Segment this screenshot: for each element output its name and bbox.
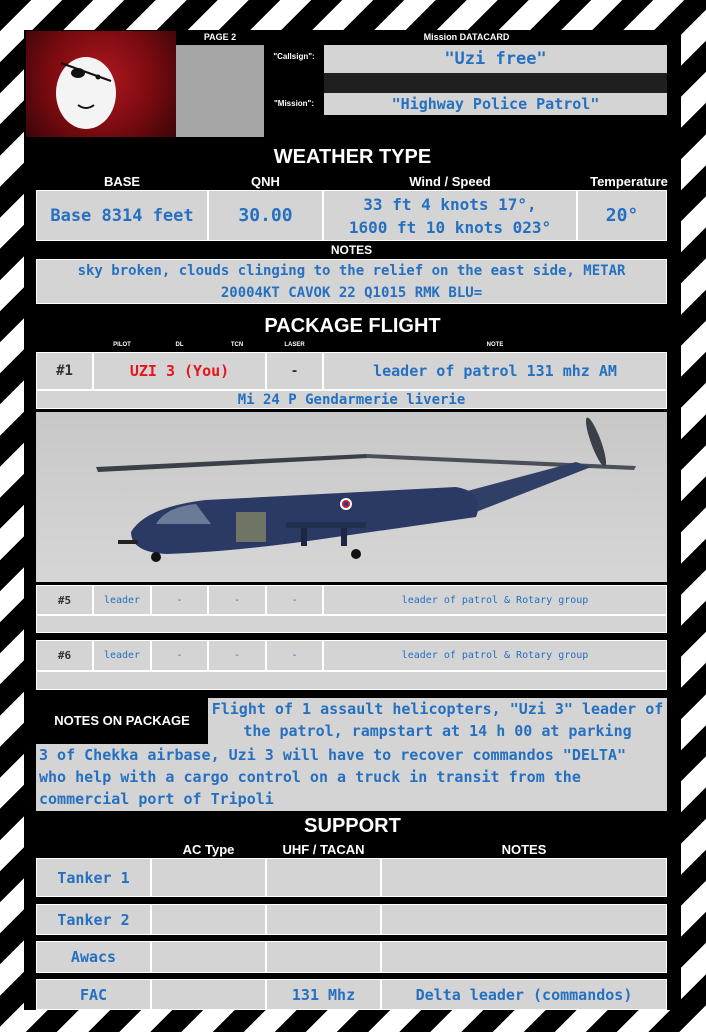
support-notes-tanker1	[381, 858, 667, 897]
photo-placeholder	[176, 45, 264, 137]
flight-1-laser: -	[266, 352, 323, 390]
package-notes-line1: Flight of 1 assault helicopters, "Uzi 3" leader of	[211, 700, 664, 718]
weather-wind	[323, 190, 577, 241]
support-title: SUPPORT	[304, 815, 401, 837]
support-col-uhf: UHF / TACAN	[282, 842, 365, 857]
datacard-panel	[24, 30, 681, 1010]
weather-col-qnh: QNH	[251, 174, 280, 189]
package-title: PACKAGE FLIGHT	[264, 315, 441, 337]
flight-5-dl: -	[151, 585, 208, 615]
support-uhf-tanker1	[266, 858, 381, 897]
support-notes-tanker2	[381, 904, 667, 935]
package-notes-line4: who help with a cargo control on a truck in transit from the	[39, 768, 581, 786]
weather-base: Base 8314 feet	[36, 190, 208, 241]
flight-5-laser: -	[266, 585, 323, 615]
flight-6-dl: -	[151, 640, 208, 671]
weather-col-base: BASE	[103, 174, 141, 189]
flight-6-spacer	[36, 671, 667, 690]
weather-col-wind: Wind / Speed	[409, 174, 491, 189]
support-uhf-fac: 131 Mhz	[266, 979, 381, 1010]
package-col-tcn: TCN	[230, 342, 244, 348]
flight-5-note: leader of patrol & Rotary group	[323, 585, 667, 615]
package-notes-upper	[208, 698, 667, 744]
support-name-tanker1: Tanker 1	[36, 858, 151, 897]
support-actype-tanker1	[151, 858, 266, 897]
mission-value: "Highway Police Patrol"	[324, 93, 667, 115]
package-col-pilot: PILOT	[113, 342, 131, 348]
support-name-fac: FAC	[36, 979, 151, 1010]
flight-5-spacer	[36, 615, 667, 633]
flight-5-number: #5	[36, 585, 93, 615]
support-col-notes: NOTES	[501, 842, 547, 857]
avatar	[26, 31, 176, 137]
flight-6-pilot: leader	[93, 640, 151, 671]
aircraft-type: Mi 24 P Gendarmerie liverie	[36, 390, 667, 409]
support-name-awacs: Awacs	[36, 941, 151, 973]
flight-6-laser: -	[266, 640, 323, 671]
support-notes-fac: Delta leader (commandos)	[381, 979, 667, 1010]
support-actype-awacs	[151, 941, 266, 973]
flight-6-note: leader of patrol & Rotary group	[323, 640, 667, 671]
package-notes-label: NOTES ON PACKAGE	[54, 713, 190, 728]
mission-label: "Mission":	[273, 99, 315, 108]
egg-character-icon	[26, 31, 176, 137]
page-label: PAGE 2	[203, 32, 237, 42]
package-notes-line2: the patrol, rampstart at 14 h 00 at parking	[243, 722, 632, 740]
flight-5-tcn: -	[208, 585, 266, 615]
callsign-spacer	[324, 73, 667, 93]
package-col-laser: LASER	[284, 342, 305, 348]
weather-qnh: 30.00	[208, 190, 323, 241]
callsign-value: "Uzi free"	[324, 45, 667, 73]
helicopter-image	[36, 412, 667, 582]
support-actype-tanker2	[151, 904, 266, 935]
flight-6-number: #6	[36, 640, 93, 671]
package-notes-lower	[36, 744, 667, 811]
package-notes-line5: commercial port of Tripoli	[39, 790, 274, 808]
flight-1-note: leader of patrol 131 mhz AM	[323, 352, 667, 390]
weather-temp: 20°	[577, 190, 667, 241]
datacard-title: Mission DATACARD	[423, 32, 510, 42]
mi24-helicopter-icon	[36, 412, 667, 582]
support-col-actype: AC Type	[182, 842, 235, 857]
flight-1-number: #1	[36, 352, 93, 390]
support-notes-awacs	[381, 941, 667, 973]
flight-6-tcn: -	[208, 640, 266, 671]
callsign-label: "Callsign":	[273, 52, 315, 61]
weather-wind-line2: 1600 ft 10 knots 023°	[348, 217, 552, 237]
package-col-note: NOTE	[486, 342, 504, 348]
flight-1-pilot: UZI 3 (You)	[93, 352, 266, 390]
support-uhf-tanker2	[266, 904, 381, 935]
weather-wind-line1: 33 ft 4 knots 17°,	[363, 194, 537, 214]
package-notes-line3: 3 of Chekka airbase, Uzi 3 will have to recover commandos "DELTA"	[39, 746, 626, 764]
support-actype-fac	[151, 979, 266, 1010]
weather-col-temp: Temperature	[590, 174, 668, 189]
weather-notes: sky broken, clouds clinging to the relief on the east side, METAR 20004KT CAVOK 22 Q1015 RMK BLU=	[36, 259, 667, 304]
support-name-tanker2: Tanker 2	[36, 904, 151, 935]
weather-notes-label: NOTES	[330, 243, 373, 257]
support-uhf-awacs	[266, 941, 381, 973]
weather-title: WEATHER TYPE	[273, 146, 432, 168]
package-col-dl: DL	[175, 342, 184, 348]
flight-5-pilot: leader	[93, 585, 151, 615]
